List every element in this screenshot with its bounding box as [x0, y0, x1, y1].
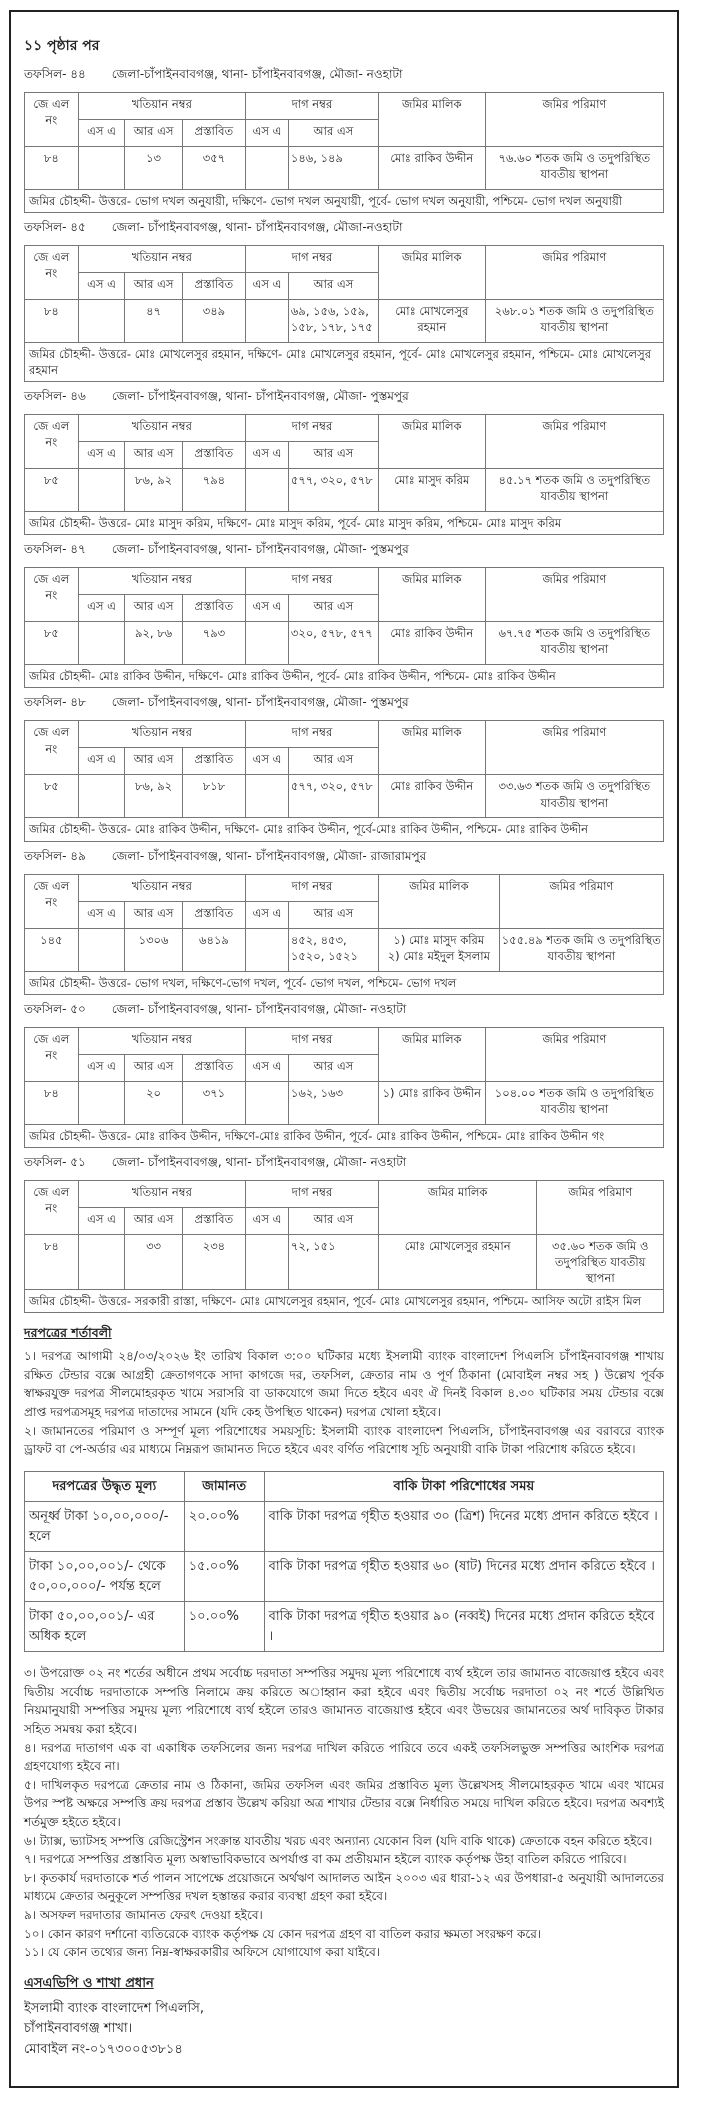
header-dag-no: দাগ নম্বর — [246, 874, 379, 901]
header-owner: জমির মালিক — [378, 415, 485, 469]
boundary-row — [25, 818, 664, 841]
cell-quoted-price: টাকা ১০,০০,০০১/- থেকে ৫০,০০,০০০/- পর্যন্ত হলে — [25, 1552, 185, 1602]
cell-proposed-khatian: ৭৯৪ — [182, 469, 245, 512]
cell-owner: মোঃ রাকিব উদ্দীন — [378, 147, 485, 190]
header-khatian-no: খতিয়ান নম্বর — [78, 1027, 245, 1054]
header-owner: জমির মালিক — [378, 721, 485, 775]
header-khatian-no: খতিয়ান নম্বর — [78, 246, 245, 273]
boundary-row — [25, 1290, 664, 1313]
cell-owner: ১) মোঃ রাকিব উদ্দীন — [378, 1081, 485, 1124]
header-jl-no: জে এল নং — [25, 1180, 79, 1234]
boundary-text: জমির চৌহদ্দী- উত্তরে- মোঃ মাসুদ করিম, দক্ষিণে- মোঃ মাসুদ করিম, পূর্বে- মোঃ মাসুদ করিম, পশ্চিমে- মোঃ মাসুদ করিম — [25, 512, 664, 535]
cell-proposed-khatian: ২৩৪ — [182, 1234, 245, 1289]
cell-rs-dag: ৭২, ১৫১ — [288, 1234, 378, 1289]
header-row — [25, 721, 664, 748]
boundary-text: জমির চৌহদ্দী- উত্তরে- সরকারী রাস্তা, দক্ষিণে- মোঃ মোখলেসুর রহমান, পূর্বে- মোঃ মোখলেসুর রহমান, পশ্চিমে- আসিফ অটো রাইস মিল — [25, 1290, 664, 1313]
header-khatian-no: খতিয়ান নম্বর — [78, 1180, 245, 1207]
cell-sa-khatian — [78, 622, 125, 665]
table-row — [25, 469, 664, 512]
table-row — [25, 1552, 664, 1602]
header-dag-sa: এস এ — [246, 120, 289, 147]
header-dag-rs: আর এস — [288, 1054, 378, 1081]
cell-quoted-price: টাকা ৫০,০০,০০১/- এর অধিক হলে — [25, 1602, 185, 1652]
schedule-table — [24, 720, 664, 841]
schedule-table — [24, 1027, 664, 1148]
cell-rs-khatian: ৯২, ৮৬ — [125, 622, 183, 665]
header-khatian-proposed: প্রস্তাবিত — [182, 901, 245, 928]
cell-amount: ১০৪.০০ শতক জমি ও তদুপরিস্থিত যাবতীয় স্থাপনা — [485, 1081, 663, 1124]
cell-jl-no: ৮৫ — [25, 775, 79, 818]
cell-rs-khatian: ২০ — [125, 1081, 183, 1124]
cell-quoted-price: অনূর্ধ্ব টাকা ১০,০০,০০০/- হলে — [25, 1502, 185, 1552]
cell-owner: ১) মোঃ মাসুদ করিম ২) মোঃ মইদুল ইসলাম — [378, 928, 499, 971]
cell-rs-khatian: ১৩ — [125, 147, 183, 190]
cell-rs-dag: ৬৯, ১৫৬, ১৫৯, ১৫৮, ১৭৮, ১৭৫ — [288, 300, 378, 343]
header-owner: জমির মালিক — [378, 1027, 485, 1081]
header-jl-no: জে এল নং — [25, 874, 79, 928]
header-jl-no: জে এল নং — [25, 93, 79, 147]
cell-rs-dag: ১৪৬, ১৪৯ — [288, 147, 378, 190]
signatory-title: এসএভিপি ও শাখা প্রধান — [24, 1975, 154, 1991]
header-khatian-proposed: প্রস্তাবিত — [182, 748, 245, 775]
cell-rs-dag: ৫৭৭, ৩২০, ৫৭৮ — [288, 469, 378, 512]
cell-amount: ৪৫.১৭ শতক জমি ও তদুপরিস্থিত যাবতীয় স্থাপনা — [485, 469, 663, 512]
cell-proposed-khatian: ৬৪১৯ — [182, 928, 245, 971]
table-row — [25, 1234, 664, 1289]
header-jl-no: জে এল নং — [25, 721, 79, 775]
terms-title: দরপত্রের শর্তাবলী — [24, 1325, 112, 1341]
terms-list-before — [24, 1347, 664, 1459]
cell-rs-dag: ১৬২, ১৬৩ — [288, 1081, 378, 1124]
header-khatian-proposed: প্রস্তাবিত — [182, 1054, 245, 1081]
header-security: জামানত — [184, 1471, 264, 1502]
header-khatian-rs: আর এস — [125, 1054, 183, 1081]
schedule-heading — [24, 848, 664, 868]
header-dag-sa: এস এ — [246, 442, 289, 469]
header-row — [25, 1027, 664, 1054]
header-khatian-sa: এস এ — [78, 1207, 125, 1234]
header-khatian-proposed: প্রস্তাবিত — [182, 273, 245, 300]
boundary-row — [25, 190, 664, 213]
cell-rs-khatian: ৪৭ — [125, 300, 183, 343]
schedule-heading — [24, 388, 664, 408]
term-item: ১০। কোন কারণ দর্শানো ব্যতিরেকে ব্যাংক কর্তৃপক্ষ যে কোন দরপত্র গ্রহণ বা বাতিল করার ক্ষমতা সংরক্ষণ করে। — [24, 1926, 542, 1941]
cell-sa-khatian — [78, 469, 125, 512]
header-khatian-sa: এস এ — [78, 1054, 125, 1081]
cell-proposed-khatian: ৩৪৯ — [182, 300, 245, 343]
cell-security: ১৫.০০% — [184, 1552, 264, 1602]
boundary-row — [25, 343, 664, 382]
schedule-location: জেলা- চাঁপাইনবাবগঞ্জ, থানা- চাঁপাইনবাবগঞ্জ, মৌজা- নওহাটা — [111, 1001, 407, 1016]
header-dag-sa: এস এ — [246, 273, 289, 300]
cell-jl-no: ৮৪ — [25, 300, 79, 343]
boundary-row — [25, 665, 664, 688]
header-row — [25, 415, 664, 442]
cell-sa-khatian — [78, 300, 125, 343]
term-item: ২। জামানতের পরিমাণ ও সম্পূর্ণ মূল্য পরিশোধের সময়সূচি: ইসলামী ব্যাংক বাংলাদেশ পিএলসি, চাঁপাইনবাবগঞ্জ এর বরাবরে ব্যাংক ড্রাফট বা পে-অর্ডার এর মাধ্যমে নিম্নরূপ জামানত দিতে হইবে এবং বর্ণিত পরিশোধ সূচি অনুযায়ী বাকি টাকা পরিশোধ করিতে হইবে। — [24, 1423, 664, 1457]
schedule-heading — [24, 541, 664, 561]
header-khatian-rs: আর এস — [125, 442, 183, 469]
table-row — [25, 622, 664, 665]
cell-payment-time: বাকি টাকা দরপত্র গৃহীত হওয়ার ৬০ (ষাট) দিনের মধ্যে প্রদান করিতে হইবে । — [264, 1552, 663, 1602]
cell-amount: ৬৭.৭৫ শতক জমি ও তদুপরিস্থিত যাবতীয় স্থাপনা — [485, 622, 663, 665]
table-row — [25, 300, 664, 343]
schedule-location: জেলা-চাঁপাইনবাবগঞ্জ, থানা- চাঁপাইনবাবগঞ্জ, মৌজা- নওহাটা — [111, 67, 403, 81]
cell-security: ১০.০০% — [184, 1602, 264, 1652]
cell-sa-khatian — [78, 1234, 125, 1289]
schedule-location: জেলা- চাঁপাইনবাবগঞ্জ, থানা- চাঁপাইনবাবগঞ্জ, মৌজা- পুস্তমপুর — [111, 695, 409, 710]
schedule-label: তফসিল- ৪৪ — [24, 67, 86, 81]
header-khatian-sa: এস এ — [78, 273, 125, 300]
header-khatian-proposed: প্রস্তাবিত — [182, 442, 245, 469]
header-owner: জমির মালিক — [378, 246, 485, 300]
header-khatian-proposed: প্রস্তাবিত — [182, 120, 245, 147]
cell-rs-dag: ৪৫২, ৪৫৩, ১৫২০, ১৫২১ — [288, 928, 378, 971]
header-quoted-price: দরপত্রের উদ্ধৃত মূল্য — [25, 1471, 185, 1502]
cell-sa-dag — [246, 775, 289, 818]
header-khatian-rs: আর এস — [125, 595, 183, 622]
header-jl-no: জে এল নং — [25, 246, 79, 300]
cell-jl-no: ৮৪ — [25, 1234, 79, 1289]
boundary-text: জমির চৌহদ্দী- মোঃ রাকিব উদ্দীন, দক্ষিণে- মোঃ রাকিব উদ্দীন, পূর্বে- মোঃ রাকিব উদ্দীন, পশ্চিমে- মোঃ রাকিব উদ্দীন — [25, 665, 664, 688]
header-dag-rs: আর এস — [288, 442, 378, 469]
header-dag-no: দাগ নম্বর — [246, 1180, 379, 1207]
cell-rs-dag: ৫৭৭, ৩২০, ৫৭৮ — [288, 775, 378, 818]
schedule-location: জেলা- চাঁপাইনবাবগঞ্জ, থানা- চাঁপাইনবাবগঞ্জ, মৌজা- পুস্তমপুর — [111, 389, 409, 404]
cell-sa-dag — [246, 622, 289, 665]
cell-owner: মোঃ মাসুদ করিম — [378, 469, 485, 512]
header-dag-rs: আর এস — [288, 595, 378, 622]
cell-owner: মোঃ মোখলেসুর রহমান — [378, 1234, 536, 1289]
term-item: ১১। যে কোন তথ্যের জন্য নিম্ন-স্বাক্ষরকারীর অফিসে যোগাযোগ করা যাইবে। — [24, 1945, 381, 1960]
boundary-row — [25, 1124, 664, 1147]
cell-jl-no: ৮৪ — [25, 147, 79, 190]
boundary-text: জমির চৌহদ্দী- উত্তরে- মোঃ মোখলেসুর রহমান, দক্ষিণে- মোঃ মোখলেসুর রহমান, পূর্বে- মোঃ মোখলেসুর রহমান, পশ্চিমে- মোঃ মোখলেসুর রহমান — [25, 343, 664, 382]
payment-schedule-table — [24, 1471, 664, 1653]
header-jl-no: জে এল নং — [25, 568, 79, 622]
schedule-label: তফসিল- ৫০ — [24, 1001, 86, 1016]
schedule-heading — [24, 219, 664, 239]
header-amount: জমির পরিমাণ — [499, 874, 663, 928]
header-khatian-proposed: প্রস্তাবিত — [182, 1207, 245, 1234]
schedule-table — [24, 874, 664, 995]
header-amount: জমির পরিমাণ — [485, 1027, 663, 1081]
terms-list-after — [24, 1664, 664, 1962]
header-owner: জমির মালিক — [378, 1180, 536, 1234]
boundary-row — [25, 512, 664, 535]
cell-rs-khatian: ১৩০৬ — [125, 928, 183, 971]
term-item: ৮। কৃতকার্য দরদাতাকে শর্ত পালন সাপেক্ষে প্রয়োজনে অর্থঋণ আদালত আইন ২০০৩ এর ধারা-১২ এর উপধারা-৫ অনুযায়ী আদালতের মাধ্যমে ক্রেতার অনুকূলে সম্পত্তির দখল হস্তান্তর করার ব্যবস্থা গ্রহণ করা হইবে। — [24, 1870, 664, 1904]
cell-amount: ২৬৮.০১ শতক জমি ও তদুপরিস্থিত যাবতীয় স্থাপনা — [485, 300, 663, 343]
header-khatian-rs: আর এস — [125, 1207, 183, 1234]
schedule-heading — [24, 1154, 664, 1174]
header-owner: জমির মালিক — [378, 874, 499, 928]
header-dag-no: দাগ নম্বর — [246, 568, 379, 595]
cell-proposed-khatian: ৩৫৭ — [182, 147, 245, 190]
schedule-table — [24, 414, 664, 535]
cell-sa-dag — [246, 1234, 289, 1289]
cell-proposed-khatian: ৮১৮ — [182, 775, 245, 818]
header-khatian-sa: এস এ — [78, 442, 125, 469]
header-dag-no: দাগ নম্বর — [246, 415, 379, 442]
boundary-text: জমির চৌহদ্দী- উত্তরে- মোঃ রাকিব উদ্দীন, দক্ষিণে-মোঃ রাকিব উদ্দীন, পূর্বে- মোঃ রাকিব উদ্দীন, পশ্চিমে- মোঃ রাকিব উদ্দীন গং — [25, 1124, 664, 1147]
cell-proposed-khatian: ৩৭১ — [182, 1081, 245, 1124]
header-khatian-sa: এস এ — [78, 120, 125, 147]
header-amount: জমির পরিমাণ — [485, 568, 663, 622]
bank-name: ইসলামী ব্যাংক বাংলাদেশ পিএলসি, — [24, 2000, 204, 2016]
mobile-number: মোবাইল নং-০১৭৩০০৫৩৮১৪ — [24, 2042, 183, 2058]
header-owner: জমির মালিক — [378, 568, 485, 622]
header-dag-no: দাগ নম্বর — [246, 246, 379, 273]
header-khatian-no: খতিয়ান নম্বর — [78, 568, 245, 595]
header-amount: জমির পরিমাণ — [485, 93, 663, 147]
header-dag-no: দাগ নম্বর — [246, 721, 379, 748]
cell-jl-no: ৮৫ — [25, 622, 79, 665]
schedule-heading — [24, 66, 664, 86]
schedule-label: তফসিল- ৪৭ — [24, 542, 86, 557]
term-item: ৪। দরপত্র দাতাগণ এক বা একাধিক তফসিলের জন্য দরপত্র দাখিল করিতে পারিবে তবে একই তফসিলভুক্ত সম্পত্তির আংশিক দরপত্র গ্রহণযোগ্য হইবে না। — [24, 1740, 664, 1774]
schedule-location: জেলা- চাঁপাইনবাবগঞ্জ, থানা- চাঁপাইনবাবগঞ্জ, মৌজা- নওহাটা — [111, 1154, 407, 1169]
table-row — [25, 928, 664, 971]
cell-sa-dag — [246, 469, 289, 512]
cell-sa-khatian — [78, 928, 125, 971]
header-row — [25, 874, 664, 901]
header-khatian-rs: আর এস — [125, 901, 183, 928]
header-dag-rs: আর এস — [288, 748, 378, 775]
schedule-table — [24, 245, 664, 382]
header-dag-sa: এস এ — [246, 1054, 289, 1081]
cell-sa-dag — [246, 147, 289, 190]
cell-jl-no: ৮৫ — [25, 469, 79, 512]
header-dag-sa: এস এ — [246, 901, 289, 928]
table-row — [25, 775, 664, 818]
cell-sa-khatian — [78, 775, 125, 818]
header-amount: জমির পরিমাণ — [485, 415, 663, 469]
header-khatian-rs: আর এস — [125, 120, 183, 147]
schedule-table — [24, 567, 664, 688]
header-dag-sa: এস এ — [246, 1207, 289, 1234]
header-khatian-sa: এস এ — [78, 748, 125, 775]
cell-owner: মোঃ রাকিব উদ্দীন — [378, 775, 485, 818]
schedules-list — [24, 66, 664, 1313]
term-item: ১। দরপত্র আগামী ২৪/০৩/২০২৬ ইং তারিখ বিকাল ৩:০০ ঘটিকার মধ্যে ইসলামী ব্যাংক বাংলাদেশ পিএলসি চাঁপাইনবাবগঞ্জ শাখায় রক্ষিত টেন্ডার বক্সে আগ্রহী ক্রেতাগণকে সাদা কাগজে দর, তফসিল, ক্রেতার নাম ও পূর্ণ ঠিকানা (মোবাইল নম্বর সহ ) উল্লেখ পূর্বক স্বাক্ষরযুক্ত দরপত্র সীলমোহরকৃত খামে সরাসরি বা ডাকযোগে জমা দিতে হইবে এবং ঐ দিনই বিকাল ৪.৩০ ঘটিকার সময় টেন্ডার বক্সে প্রাপ্ত দরপত্রসমূহ দরপত্র দাতাদের সামনে (যদি কেহ উপস্থিত থাকেন) দরপত্র খোলা হইবে। — [24, 1349, 664, 1419]
cell-payment-time: বাকি টাকা দরপত্র গৃহীত হওয়ার ৯০ (নব্বই) দিনের মধ্যে প্রদান করিতে হইবে । — [264, 1602, 663, 1652]
cell-proposed-khatian: ৭৯৩ — [182, 622, 245, 665]
header-khatian-no: খতিয়ান নম্বর — [78, 415, 245, 442]
header-row — [25, 93, 664, 120]
cell-rs-dag: ৩২০, ৫৭৮, ৫৭৭ — [288, 622, 378, 665]
boundary-text: জমির চৌহদ্দী- উত্তরে- ভোগ দখল, দক্ষিণে-ভোগ দখল, পূর্বে- ভোগ দখল, পশ্চিমে- ভোগ দখল — [25, 971, 664, 994]
header-khatian-rs: আর এস — [125, 273, 183, 300]
term-item: ৩। উপরোক্ত ০২ নং শর্তের অধীনে প্রথম সর্বোচ্চ দরদাতা সম্পত্তির সমুদয় মূল্য পরিশোধে ব্যর্থ হইলে তার জামানত বাজেয়াপ্ত হইবে এবং দ্বিতীয় সর্বোচ্চ দরদাতাকে সম্পত্তি নিলামে ক্রয় করিতে অাহ্বান করা হইবে এবং দ্বিতীয় সর্বোচ্চ দরদাতা ০২ নং শর্তে উল্লিখিত নিয়মানুযায়ী সম্পত্তির সমুদয় মূল্য পরিশোধে ব্যর্থ হইলে তারও জামানত বাজেয়াপ্ত হইবে এবং উভয়ের জামানতের অর্থ দাবিকৃত টাকার সহিত সমন্বয় করা হইবে। — [24, 1666, 664, 1736]
header-khatian-no: খতিয়ান নম্বর — [78, 721, 245, 748]
cell-sa-khatian — [78, 147, 125, 190]
header-khatian-sa: এস এ — [78, 595, 125, 622]
header-payment-time: বাকি টাকা পরিশোধের সময় — [264, 1471, 663, 1502]
cell-sa-khatian — [78, 1081, 125, 1124]
header-amount: জমির পরিমাণ — [485, 721, 663, 775]
cell-sa-dag — [246, 300, 289, 343]
cell-amount: ৩৩.৬৩ শতক জমি ও তদুপরিস্থিত যাবতীয় স্থাপনা — [485, 775, 663, 818]
cell-amount: ৩৫.৬০ শতক জমি ও তদুপরিস্থিত যাবতীয় স্থাপনা — [537, 1234, 664, 1289]
cell-jl-no: ৮৪ — [25, 1081, 79, 1124]
header-khatian-no: খতিয়ান নম্বর — [78, 93, 245, 120]
header-dag-no: দাগ নম্বর — [246, 93, 379, 120]
table-row — [25, 1602, 664, 1652]
header-amount: জমির পরিমাণ — [485, 246, 663, 300]
header-row — [25, 568, 664, 595]
schedule-heading — [24, 694, 664, 714]
header-dag-rs: আর এস — [288, 901, 378, 928]
term-item: ৬। ট্যাক্স, ভ্যাটসহ সম্পত্তি রেজিস্ট্রেশন সংক্রান্ত যাবতীয় খরচ এবং অন্যান্য যেকোন বিল (যদি বাকি থাকে) ক্রেতাকে বহন করিতে হইবে। — [24, 1833, 653, 1848]
header-row — [25, 246, 664, 273]
schedule-label: তফসিল- ৪৬ — [24, 389, 86, 404]
header-amount: জমির পরিমাণ — [537, 1180, 664, 1234]
cell-sa-dag — [246, 928, 289, 971]
schedule-label: তফসিল- ৫১ — [24, 1154, 86, 1169]
cell-jl-no: ১৪৫ — [25, 928, 79, 971]
tender-notice — [9, 10, 679, 2088]
header-dag-no: দাগ নম্বর — [246, 1027, 379, 1054]
cell-owner: মোঃ রাকিব উদ্দীন — [378, 622, 485, 665]
cell-payment-time: বাকি টাকা দরপত্র গৃহীত হওয়ার ৩০ (ত্রিশ) দিনের মধ্যে প্রদান করিতে হইবে । — [264, 1502, 663, 1552]
cell-owner: মোঃ মোখলেসুর রহমান — [378, 300, 485, 343]
table-row — [25, 1081, 664, 1124]
header-dag-sa: এস এ — [246, 595, 289, 622]
header-khatian-sa: এস এ — [78, 901, 125, 928]
continued-from-label: ১১ পৃষ্ঠার পর — [24, 38, 100, 54]
schedule-heading — [24, 1001, 664, 1021]
cell-rs-khatian: ৩৩ — [125, 1234, 183, 1289]
cell-sa-dag — [246, 1081, 289, 1124]
boundary-text: জমির চৌহদ্দী- উত্তরে- মোঃ রাকিব উদ্দীন, দক্ষিণে- মোঃ রাকিব উদ্দীন, পূর্বে-মোঃ রাকিব উদ্দীন, পশ্চিমে- মোঃ রাকিব উদ্দীন — [25, 818, 664, 841]
schedule-location: জেলা- চাঁপাইনবাবগঞ্জ, থানা- চাঁপাইনবাবগঞ্জ, মৌজা-নওহাটা — [111, 220, 403, 235]
branch-name: চাঁপাইনবাবগঞ্জ শাখা। — [24, 2021, 133, 2037]
term-item: ৫। দাখিলকৃত দরপত্রে ক্রেতার নাম ও ঠিকানা, জমির তফসিল এবং জমির প্রস্তাবিত মূল্য উল্লেখসহ সীলমোহরকৃত খামে এবং খামের উপর স্পষ্ট অক্ষরে সম্পত্তি ক্রয় দরপত্র প্রস্তাব উল্লেখ করিয়া অত্র শাখার টেন্ডার বক্সে নির্ধারিত সময়ে দাখিল করিতে হইবে। দরপত্র অবশ্যই শর্তমুক্ত হইতে হইবে। — [24, 1777, 664, 1829]
boundary-text: জমির চৌহদ্দী- উত্তরে- ভোগ দখল অনুযায়ী, দক্ষিণে- ভোগ দখল অনুযায়ী, পূর্বে- ভোগ দখল অনুযায়ী, পশ্চিমে- ভোগ দখল অনুযায়ী — [25, 190, 664, 213]
schedule-table — [24, 1180, 664, 1313]
term-item: ৯। অসফল দরদাতার জামানত ফেরৎ দেওয়া হইবে। — [24, 1907, 263, 1922]
cell-amount: ১৫৫.৪৯ শতক জমি ও তদুপরিস্থিত যাবতীয় স্থাপনা — [499, 928, 663, 971]
header-khatian-rs: আর এস — [125, 748, 183, 775]
header-dag-rs: আর এস — [288, 120, 378, 147]
cell-amount: ৭৬.৬০ শতক জমি ও তদুপরিস্থিত যাবতীয় স্থাপনা — [485, 147, 663, 190]
header-row — [25, 1180, 664, 1207]
header-dag-sa: এস এ — [246, 748, 289, 775]
schedule-location: জেলা- চাঁপাইনবাবগঞ্জ, থানা- চাঁপাইনবাবগঞ্জ, মৌজা- পুস্তমপুর — [111, 542, 409, 557]
header-dag-rs: আর এস — [288, 1207, 378, 1234]
schedule-label: তফসিল- ৪৯ — [24, 848, 86, 863]
schedule-table — [24, 92, 664, 213]
table-row — [25, 147, 664, 190]
cell-rs-khatian: ৮৬, ৯২ — [125, 469, 183, 512]
header-khatian-no: খতিয়ান নম্বর — [78, 874, 245, 901]
header-jl-no: জে এল নং — [25, 1027, 79, 1081]
cell-security: ২০.০০% — [184, 1502, 264, 1552]
boundary-row — [25, 971, 664, 994]
schedule-label: তফসিল- ৪৫ — [24, 220, 86, 235]
header-owner: জমির মালিক — [378, 93, 485, 147]
header-khatian-proposed: প্রস্তাবিত — [182, 595, 245, 622]
cell-rs-khatian: ৮৬, ৯২ — [125, 775, 183, 818]
table-row — [25, 1502, 664, 1552]
term-item: ৭। দরপত্রে সম্পত্তির প্রস্তাবিত মূল্য অস্বাভাবিকভাবে অপর্যাপ্ত বা কম প্রতীয়মান হইলে ব্যাংক কর্তৃপক্ষ উহা বাতিল করিতে পারিবে। — [24, 1852, 627, 1867]
header-jl-no: জে এল নং — [25, 415, 79, 469]
schedule-location: জেলা- চাঁপাইনবাবগঞ্জ, থানা- চাঁপাইনবাবগঞ্জ, মৌজা- রাজারামপুর — [111, 848, 427, 863]
header-dag-rs: আর এস — [288, 273, 378, 300]
schedule-label: তফসিল- ৪৮ — [24, 695, 86, 710]
